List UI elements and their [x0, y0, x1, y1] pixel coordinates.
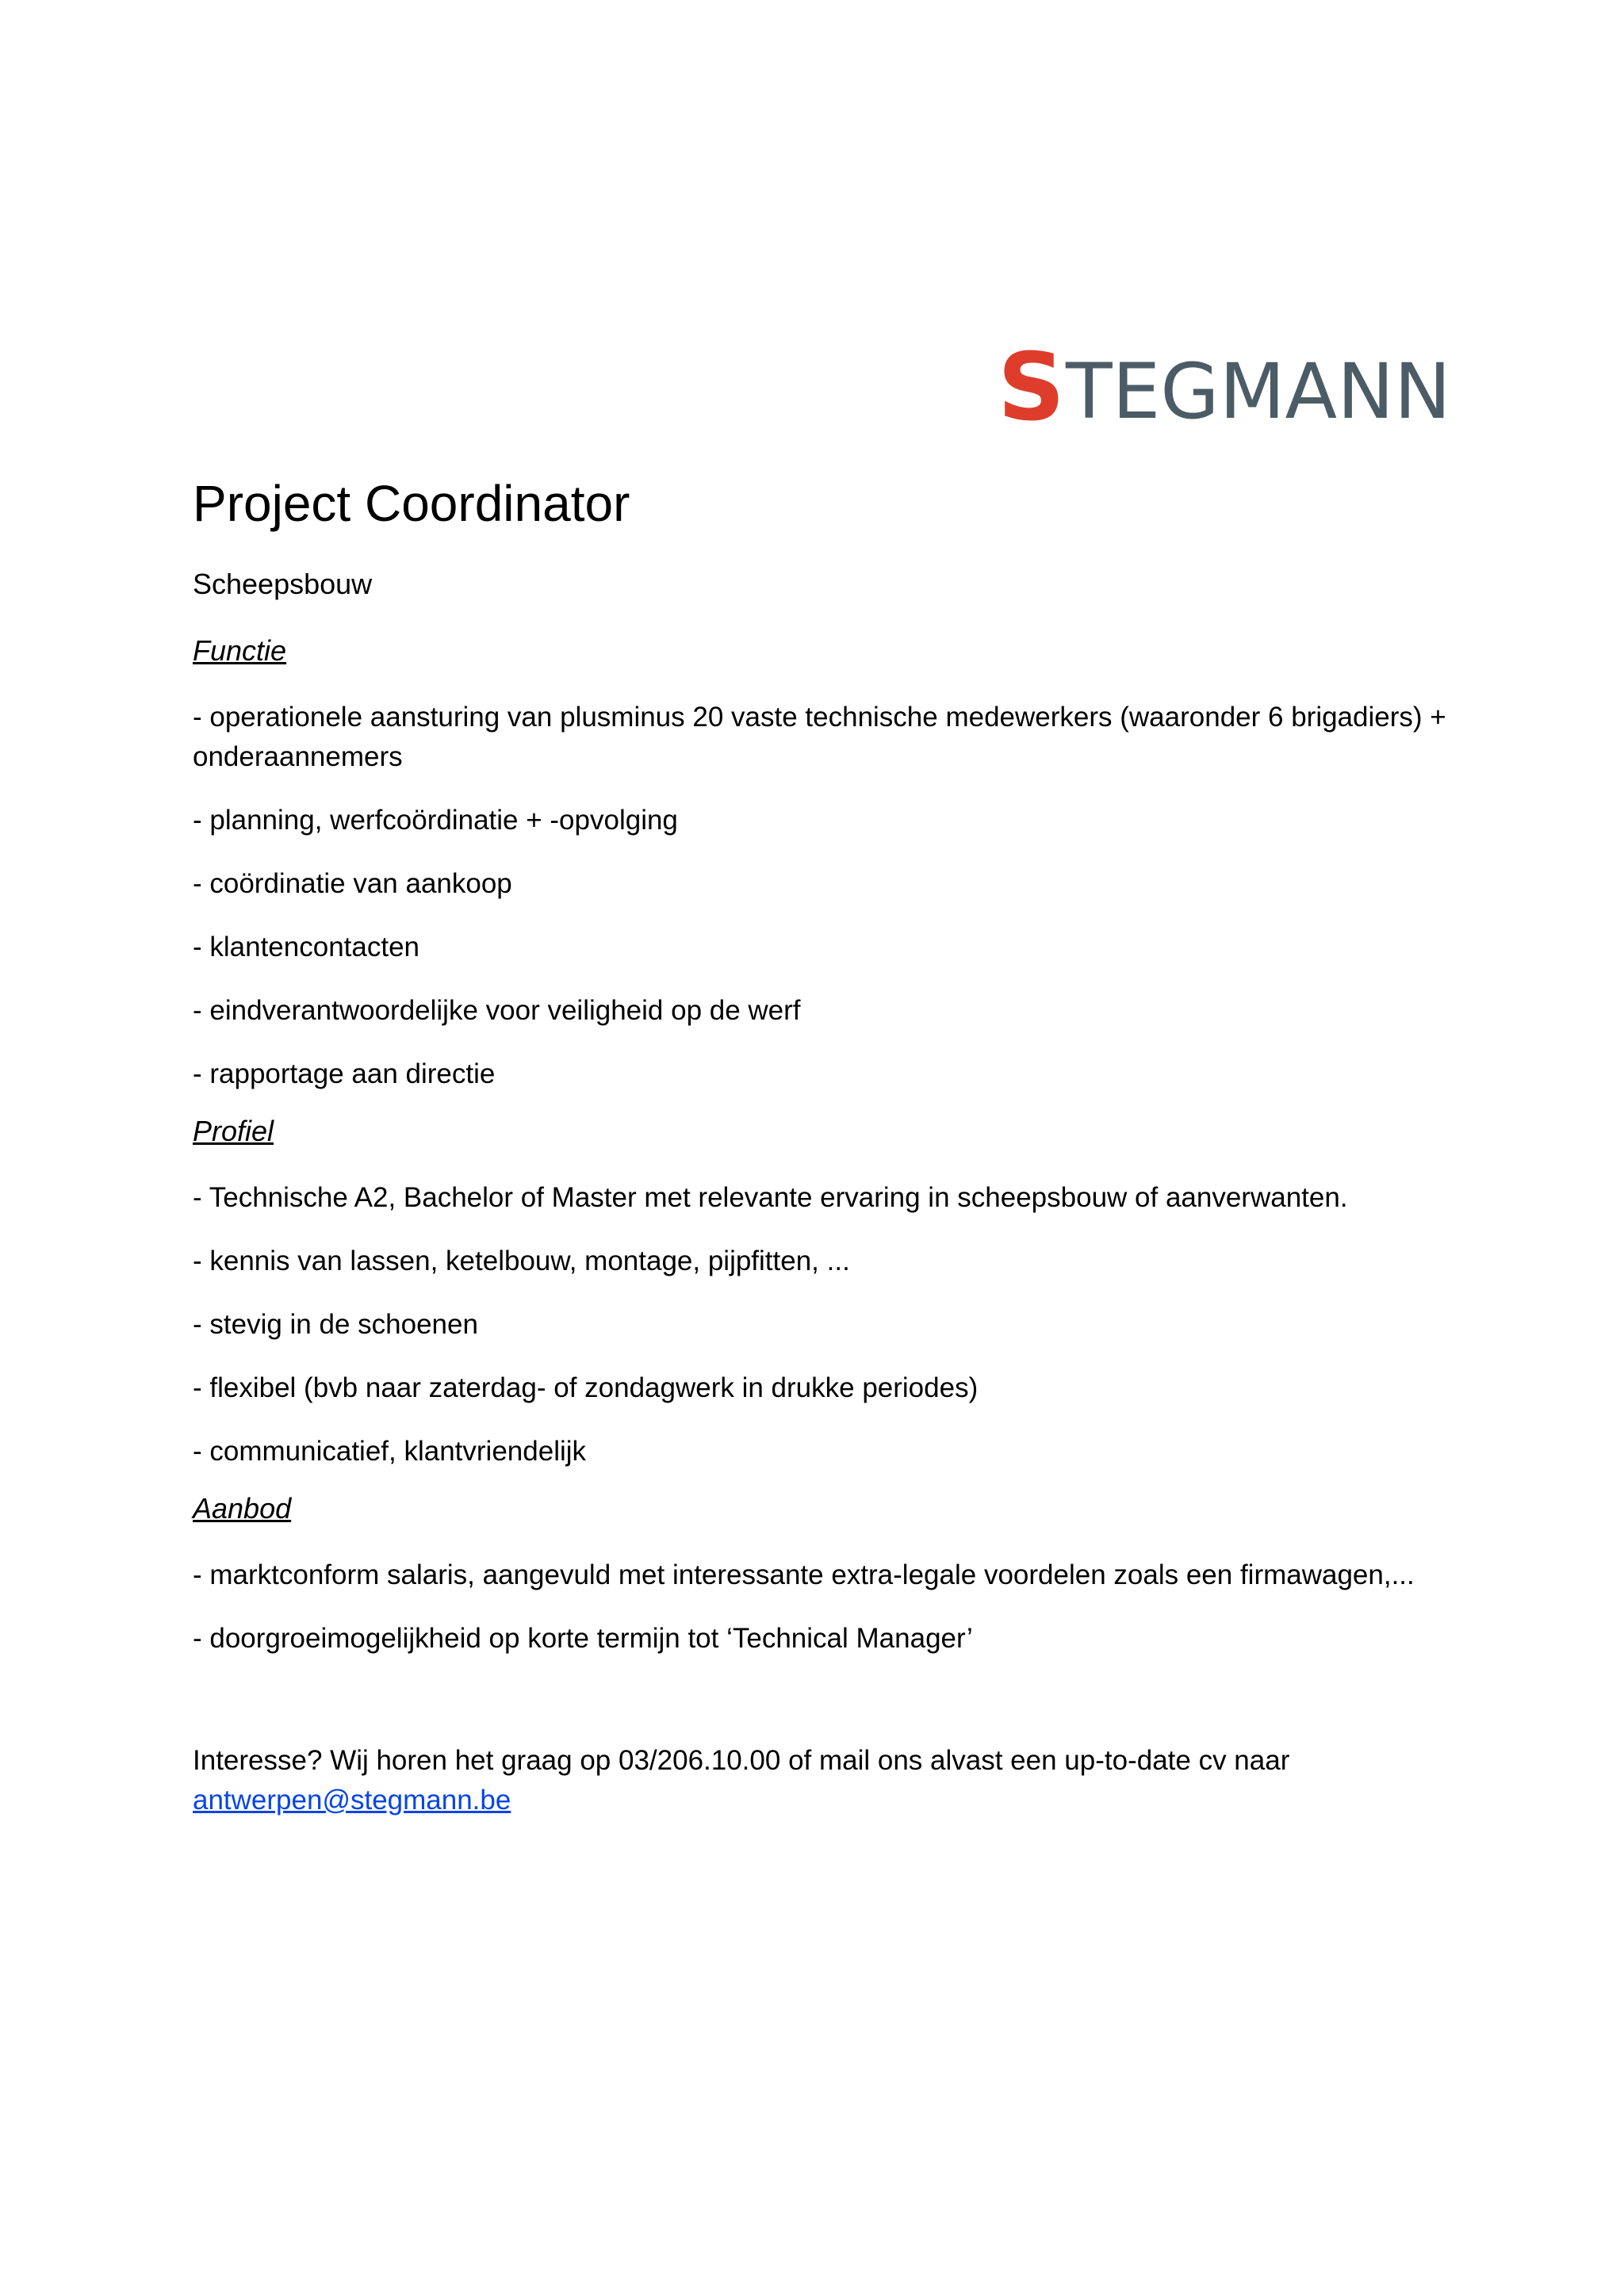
- profiel-item: - communicatief, klantvriendelijk: [193, 1436, 587, 1467]
- logo-wordmark: TEGMANN: [1066, 347, 1451, 436]
- document-body: [193, 468, 1461, 1820]
- profiel-item: - flexibel (bvb naar zaterdag- of zondagwerk in drukke periodes): [193, 1372, 979, 1403]
- email-link[interactable]: antwerpen@stegmann.be: [193, 1785, 511, 1816]
- contact-paragraph: [193, 1741, 1461, 1820]
- functie-item: - rapportage aan directie: [193, 1058, 496, 1089]
- aanbod-item: - doorgroeimogelijkheid op korte termijn tot ‘Technical Manager’: [193, 1623, 973, 1654]
- section-heading-aanbod: Aanbod: [193, 1492, 292, 1525]
- aanbod-item: - marktconform salaris, aangevuld met interessante extra-legale voordelen zoals een firmawagen,...: [193, 1559, 1415, 1590]
- profiel-item: - stevig in de schoenen: [193, 1309, 478, 1340]
- stegmann-logo: [998, 331, 1451, 442]
- logo-initial: S: [998, 332, 1066, 442]
- job-title: Project Coordinator: [193, 475, 630, 532]
- functie-item: - klantencontacten: [193, 932, 420, 962]
- functie-item: - coördinatie van aankoop: [193, 868, 512, 899]
- profiel-item: - Technische A2, Bachelor of Master met relevante ervaring in scheepsbouw of aanverwanten.: [193, 1182, 1348, 1213]
- section-heading-profiel: Profiel: [193, 1115, 274, 1147]
- functie-item: - operationele aansturing van plusminus 20 vaste technische medewerkers (waaronder 6 brigadiers) + onderaannemers: [193, 702, 1446, 772]
- section-heading-functie: Functie: [193, 634, 287, 667]
- profiel-item: - kennis van lassen, ketelbouw, montage, pijpfitten, ...: [193, 1246, 850, 1276]
- job-sector: Scheepsbouw: [193, 568, 373, 600]
- functie-item: - planning, werfcoördinatie + -opvolging: [193, 805, 678, 836]
- contact-text: Interesse? Wij horen het graag op 03/206.10.00 of mail ons alvast een up-to-date cv naar: [193, 1745, 1290, 1776]
- functie-item: - eindverantwoordelijke voor veiligheid op de werf: [193, 995, 801, 1026]
